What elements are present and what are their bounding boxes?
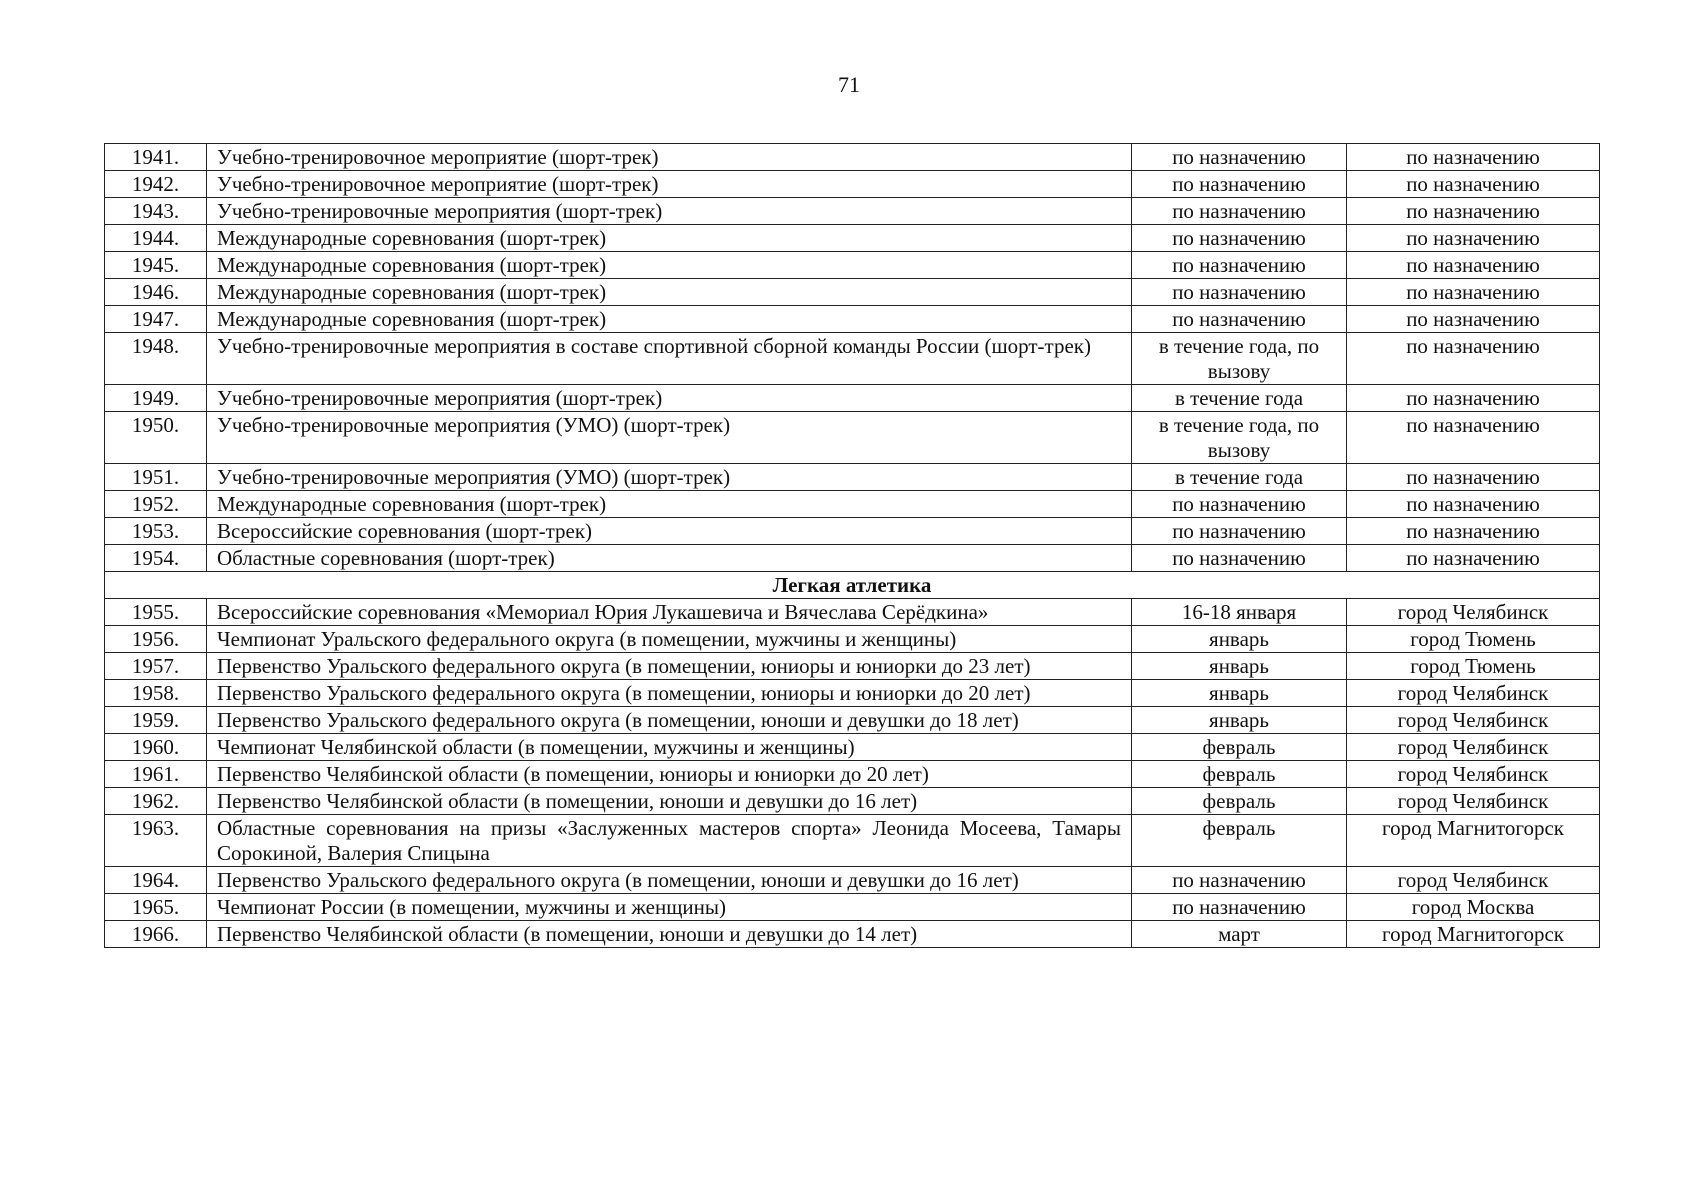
event-name: Учебно-тренировочные мероприятия (УМО) (шорт-трек)	[207, 464, 1132, 491]
event-place: город Москва	[1347, 894, 1600, 921]
event-name: Первенство Уральского федерального округа (в помещении, юноши и девушки до 18 лет)	[207, 707, 1132, 734]
row-number: 1951.	[105, 464, 207, 491]
event-name: Чемпионат Челябинской области (в помещении, мужчины и женщины)	[207, 734, 1132, 761]
event-place: город Челябинск	[1347, 599, 1600, 626]
table-row	[105, 385, 1600, 412]
event-place: город Челябинск	[1347, 680, 1600, 707]
table-row	[105, 144, 1600, 171]
event-place: город Челябинск	[1347, 788, 1600, 815]
event-place: по назначению	[1347, 464, 1600, 491]
event-name: Первенство Челябинской области (в помещении, юноши и девушки до 16 лет)	[207, 788, 1132, 815]
event-name: Международные соревнования (шорт-трек)	[207, 252, 1132, 279]
events-table	[104, 143, 1600, 948]
event-name: Учебно-тренировочные мероприятия (УМО) (шорт-трек)	[207, 412, 1132, 464]
event-name: Учебно-тренировочные мероприятия (шорт-трек)	[207, 198, 1132, 225]
row-number: 1958.	[105, 680, 207, 707]
event-name: Первенство Челябинской области (в помещении, юниоры и юниорки до 20 лет)	[207, 761, 1132, 788]
event-date: по назначению	[1132, 306, 1347, 333]
table-row	[105, 252, 1600, 279]
row-number: 1944.	[105, 225, 207, 252]
event-date: март	[1132, 921, 1347, 948]
table-row	[105, 545, 1600, 572]
event-date: по назначению	[1132, 545, 1347, 572]
event-date: январь	[1132, 707, 1347, 734]
event-date: февраль	[1132, 815, 1347, 867]
event-date: февраль	[1132, 734, 1347, 761]
event-place: по назначению	[1347, 252, 1600, 279]
table-row	[105, 867, 1600, 894]
event-name: Первенство Уральского федерального округа (в помещении, юноши и девушки до 16 лет)	[207, 867, 1132, 894]
row-number: 1956.	[105, 626, 207, 653]
event-date: в течение года	[1132, 385, 1347, 412]
event-date: январь	[1132, 680, 1347, 707]
row-number: 1965.	[105, 894, 207, 921]
row-number: 1945.	[105, 252, 207, 279]
event-date: январь	[1132, 626, 1347, 653]
event-place: город Тюмень	[1347, 653, 1600, 680]
event-name: Международные соревнования (шорт-трек)	[207, 306, 1132, 333]
section-header-row	[105, 572, 1600, 599]
event-place: по назначению	[1347, 198, 1600, 225]
event-place: по назначению	[1347, 545, 1600, 572]
row-number: 1954.	[105, 545, 207, 572]
row-number: 1948.	[105, 333, 207, 385]
row-number: 1957.	[105, 653, 207, 680]
table-row	[105, 198, 1600, 225]
event-place: по назначению	[1347, 171, 1600, 198]
event-name: Чемпионат Уральского федерального округа (в помещении, мужчины и женщины)	[207, 626, 1132, 653]
event-place: город Челябинск	[1347, 867, 1600, 894]
event-name: Первенство Уральского федерального округа (в помещении, юниоры и юниорки до 23 лет)	[207, 653, 1132, 680]
row-number: 1962.	[105, 788, 207, 815]
event-place: город Магнитогорск	[1347, 921, 1600, 948]
table-row	[105, 306, 1600, 333]
table-row	[105, 599, 1600, 626]
table-row	[105, 707, 1600, 734]
event-name: Учебно-тренировочные мероприятия (шорт-трек)	[207, 385, 1132, 412]
table-row	[105, 734, 1600, 761]
event-name: Всероссийские соревнования (шорт-трек)	[207, 518, 1132, 545]
event-place: по назначению	[1347, 225, 1600, 252]
row-number: 1964.	[105, 867, 207, 894]
event-date: по назначению	[1132, 198, 1347, 225]
row-number: 1960.	[105, 734, 207, 761]
row-number: 1946.	[105, 279, 207, 306]
event-place: город Тюмень	[1347, 626, 1600, 653]
event-date: февраль	[1132, 761, 1347, 788]
row-number: 1949.	[105, 385, 207, 412]
table-row	[105, 626, 1600, 653]
table-row	[105, 464, 1600, 491]
event-date: в течение года, по вызову	[1132, 412, 1347, 464]
event-date: 16-18 января	[1132, 599, 1347, 626]
row-number: 1950.	[105, 412, 207, 464]
event-name: Учебно-тренировочное мероприятие (шорт-трек)	[207, 171, 1132, 198]
row-number: 1947.	[105, 306, 207, 333]
table-row	[105, 225, 1600, 252]
table-row	[105, 815, 1600, 867]
event-name: Областные соревнования на призы «Заслуженных мастеров спорта» Леонида Мосеева, Тамары Сорокиной, Валерия Спицына	[207, 815, 1132, 867]
events-table-body	[105, 144, 1600, 948]
table-row	[105, 333, 1600, 385]
event-name: Первенство Уральского федерального округа (в помещении, юниоры и юниорки до 20 лет)	[207, 680, 1132, 707]
table-row	[105, 171, 1600, 198]
event-name: Международные соревнования (шорт-трек)	[207, 279, 1132, 306]
row-number: 1955.	[105, 599, 207, 626]
event-place: по назначению	[1347, 279, 1600, 306]
event-name: Всероссийские соревнования «Мемориал Юрия Лукашевича и Вячеслава Серёдкина»	[207, 599, 1132, 626]
event-place: по назначению	[1347, 144, 1600, 171]
event-name: Областные соревнования (шорт-трек)	[207, 545, 1132, 572]
event-place: по назначению	[1347, 333, 1600, 385]
event-date: по назначению	[1132, 225, 1347, 252]
event-place: по назначению	[1347, 306, 1600, 333]
event-place: по назначению	[1347, 385, 1600, 412]
table-row	[105, 518, 1600, 545]
row-number: 1953.	[105, 518, 207, 545]
event-place: по назначению	[1347, 412, 1600, 464]
event-date: в течение года, по вызову	[1132, 333, 1347, 385]
table-row	[105, 921, 1600, 948]
page-number: 71	[838, 72, 860, 97]
row-number: 1942.	[105, 171, 207, 198]
section-title: Легкая атлетика	[105, 572, 1600, 599]
event-date: январь	[1132, 653, 1347, 680]
table-row	[105, 680, 1600, 707]
table-row	[105, 279, 1600, 306]
event-date: по назначению	[1132, 279, 1347, 306]
event-place: город Челябинск	[1347, 761, 1600, 788]
event-name: Первенство Челябинской области (в помещении, юноши и девушки до 14 лет)	[207, 921, 1132, 948]
event-date: по назначению	[1132, 518, 1347, 545]
event-date: по назначению	[1132, 491, 1347, 518]
event-place: по назначению	[1347, 518, 1600, 545]
event-date: по назначению	[1132, 252, 1347, 279]
event-date: по назначению	[1132, 171, 1347, 198]
row-number: 1941.	[105, 144, 207, 171]
row-number: 1943.	[105, 198, 207, 225]
event-name: Чемпионат России (в помещении, мужчины и женщины)	[207, 894, 1132, 921]
event-date: по назначению	[1132, 144, 1347, 171]
event-name: Учебно-тренировочные мероприятия в составе спортивной сборной команды России (шорт-трек)	[207, 333, 1132, 385]
table-row	[105, 894, 1600, 921]
event-date: по назначению	[1132, 894, 1347, 921]
event-place: город Челябинск	[1347, 707, 1600, 734]
row-number: 1961.	[105, 761, 207, 788]
table-row	[105, 653, 1600, 680]
event-name: Международные соревнования (шорт-трек)	[207, 491, 1132, 518]
row-number: 1952.	[105, 491, 207, 518]
event-place: город Челябинск	[1347, 734, 1600, 761]
row-number: 1966.	[105, 921, 207, 948]
event-place: город Магнитогорск	[1347, 815, 1600, 867]
event-date: в течение года	[1132, 464, 1347, 491]
event-place: по назначению	[1347, 491, 1600, 518]
event-date: февраль	[1132, 788, 1347, 815]
table-row	[105, 761, 1600, 788]
event-name: Международные соревнования (шорт-трек)	[207, 225, 1132, 252]
table-row	[105, 412, 1600, 464]
event-date: по назначению	[1132, 867, 1347, 894]
event-name: Учебно-тренировочное мероприятие (шорт-трек)	[207, 144, 1132, 171]
row-number: 1959.	[105, 707, 207, 734]
row-number: 1963.	[105, 815, 207, 867]
table-row	[105, 788, 1600, 815]
table-row	[105, 491, 1600, 518]
